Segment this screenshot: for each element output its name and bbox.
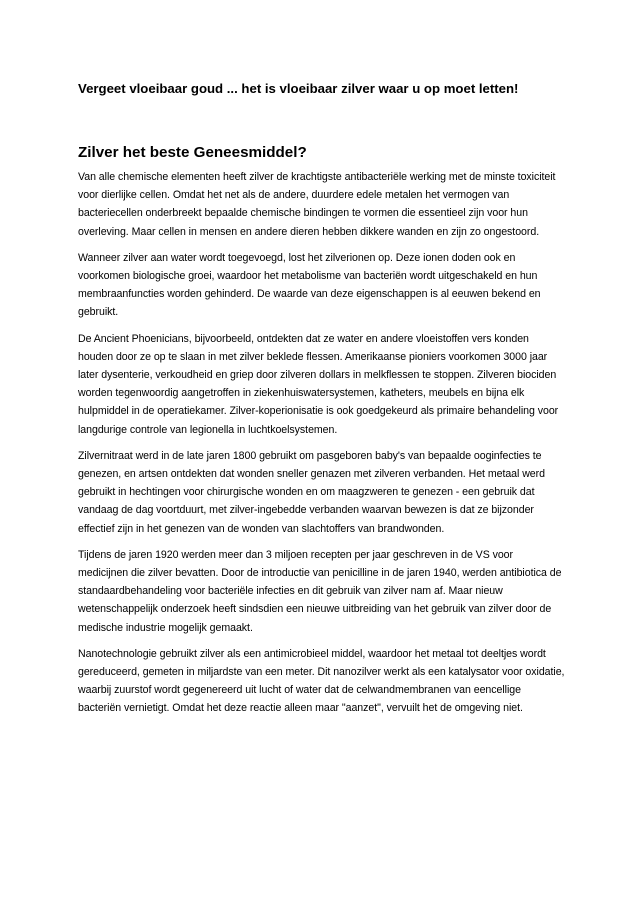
paragraph-2: Wanneer zilver aan water wordt toegevoegd, lost het zilverionen op. Deze ionen doden ook en voorkomen biologische groei, waardoor het metabolisme van bacteriën wordt uitgeschakeld en hun membraanfuncties worden gehinderd. De waarde van deze eigenschappen is al eeuwen bekend en gebruikt. [78,251,541,319]
paragraph-5: Tijdens de jaren 1920 werden meer dan 3 miljoen recepten per jaar geschreven in de VS voor medicijnen die zilver bevatten. Door de introductie van penicilline in de jaren 1940, werden antibiotica de standaardbehandeling voor bacteriële infecties en dit gebruik van zilver nam af. Maar nieuw wetenschappelijk onderzoek heeft sindsdien een nieuwe uitbreiding van het gebruik van zilver door de medische industrie mogelijk gemaakt. [78,548,562,634]
paragraph-4: Zilvernitraat werd in de late jaren 1800 gebruikt om pasgeboren baby's van bepaalde ooginfecties te genezen, en artsen ontdekten dat wonden sneller genazen met zilveren verbanden. Het metaal werd gebruikt in hechtingen voor chirurgische wonden en om maagzweren te genezen - een gebruik dat vandaag de dag voortduurt, met zilver-ingebedde verbanden waarvan bewezen is dat ze bijzonder effectief zijn in het genezen van de wonden van slachtoffers van brandwonden. [78,449,545,535]
paragraph-6: Nanotechnologie gebruikt zilver als een antimicrobieel middel, waardoor het metaal tot deeltjes wordt gereduceerd, gemeten in miljardste van een meter. Dit nanozilver werkt als een katalysator voor oxidatie, waarbij zuurstof wordt gegenereerd uit lucht of water dat de celwandmembranen van eencellige bacteriën vernietigt. Omdat het deze reactie alleen maar "aanzet", vervuilt het de omgeving niet. [78,647,565,715]
body-text [78,168,566,726]
paragraph-1: Van alle chemische elementen heeft zilver de krachtigste antibacteriële werking met de minste toxiciteit voor dierlijke cellen. Omdat het net als de andere, duurdere edele metalen het vermogen van bacteriecellen onderbreekt bepaalde chemische bindingen te vormen die essentieel zijn voor hun overleving. Maar cellen in mensen en andere dieren hebben dikkere wanden en zijn zo ongestoord. [78,171,556,238]
section-heading: Zilver het beste Geneesmiddel? [78,144,307,161]
document-title: Vergeet vloeibaar goud ... het is vloeibaar zilver waar u op moet letten! [78,81,519,96]
paragraph-3: De Ancient Phoenicians, bijvoorbeeld, ontdekten dat ze water en andere vloeistoffen vers konden houden door ze op te slaan in met zilver beklede flessen. Amerikaanse pioniers voorkomen 3000 jaar later dysenterie, verkoudheid en griep door zilveren dollars in melkflessen te stoppen. Zilveren biociden worden tegenwoordig aangetroffen in ziekenhuiswatersystemen, katheters, meubels en bijna elk hulpmiddel in de operatiekamer. Zilver-koperionisatie is ook goedgekeurd als primaire behandeling voor langdurige controle van legionella in luchtkoelsystemen. [78,332,559,436]
